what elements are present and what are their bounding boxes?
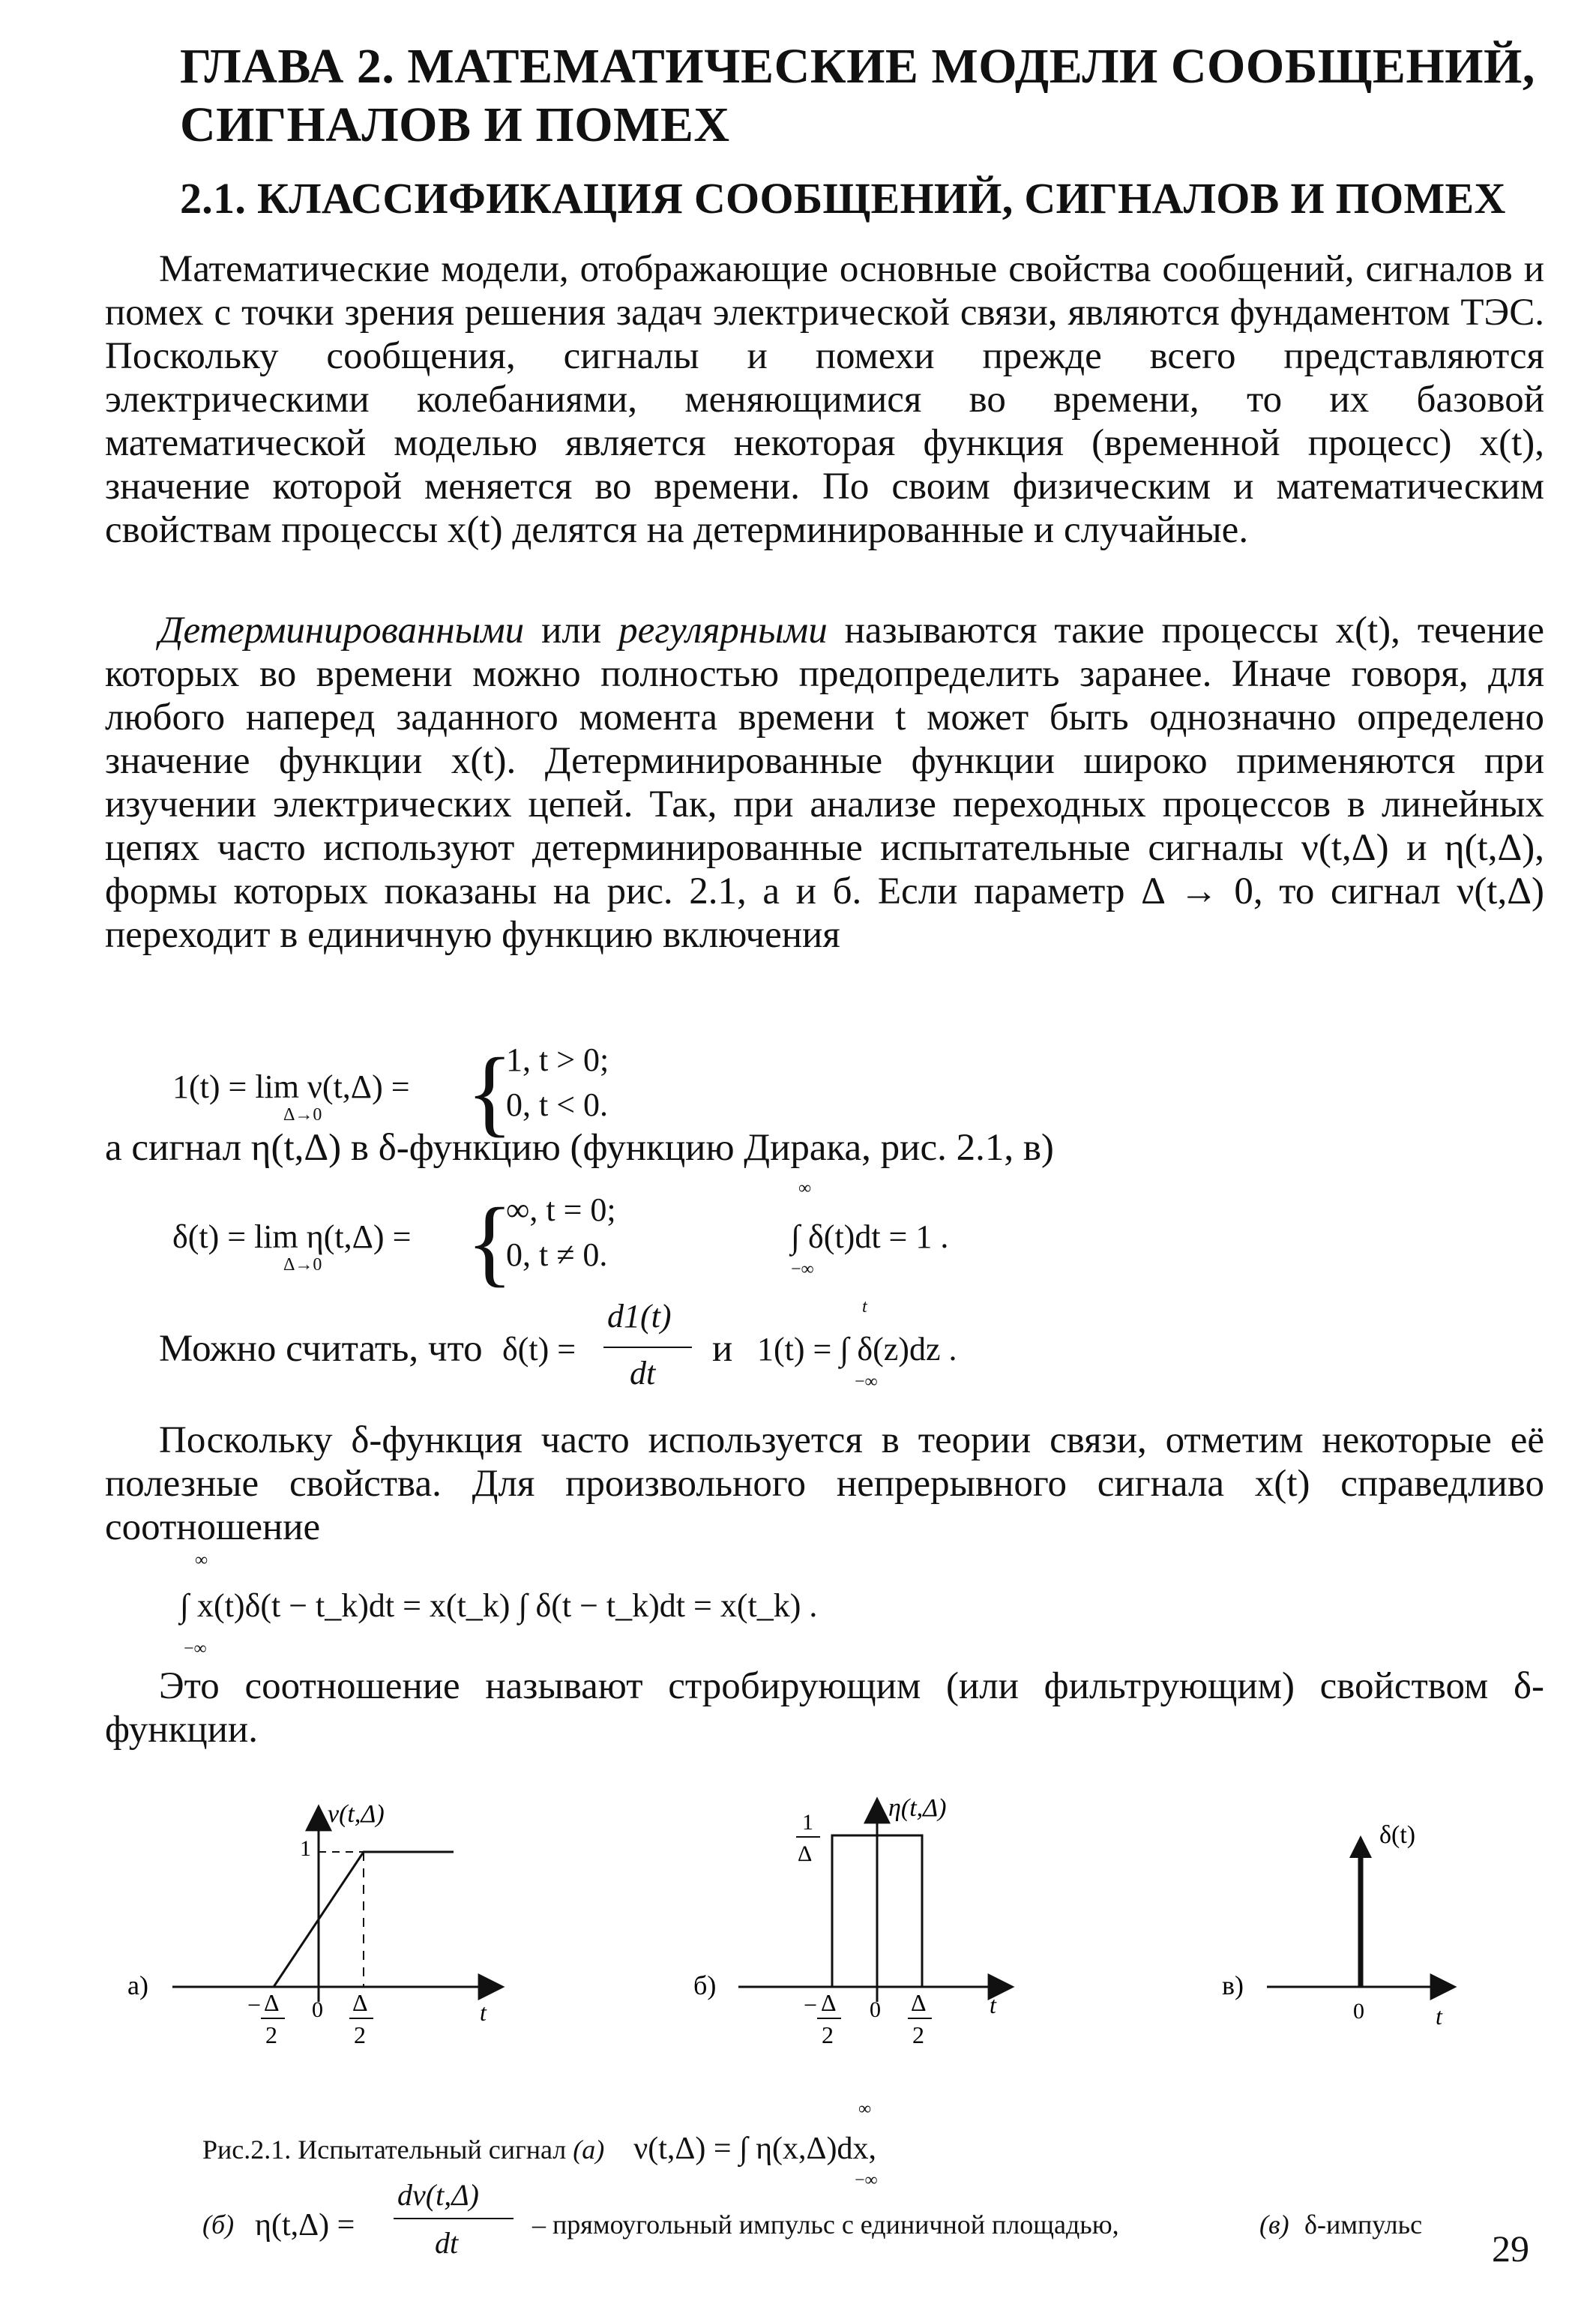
brace: { (466, 1188, 514, 1296)
case-negative: 0, t < 0. (506, 1086, 609, 1123)
caption-fraction-num: dν(t,Δ) (397, 2178, 479, 2212)
formula-lhs: δ(t) = lim η(t,Δ) = (172, 1218, 412, 1255)
tick-den: 2 (354, 2021, 366, 2048)
y-axis-label: δ(t) (1379, 1821, 1416, 1849)
paragraph-text: Поскольку δ-функция часто используется в теории связи, отметим некоторые её полезные свойства. Для произвольного непрерывного сигнала x(t) справедливо соотношение (105, 1419, 1544, 1548)
integral-upper-limit: ∞ (195, 1550, 208, 1570)
page-number: 29 (1492, 2228, 1529, 2270)
section-title: 2.1. КЛАССИФИКАЦИЯ СООБЩЕНИЙ, СИГНАЛОВ И ПОМЕХ (180, 174, 1506, 223)
tick-den: 2 (822, 2021, 834, 2048)
tick-sign: − (804, 1991, 818, 2018)
integral-lower-limit: −∞ (184, 1639, 207, 1658)
formula-lhs: δ(t) = (502, 1331, 576, 1368)
impulse-arrowhead (1349, 1835, 1372, 1858)
sifting-property: ∫ x(t)δ(t − t_k)dt = x(t_k) ∫ δ(t − t_k)dt = x(t_k) . (180, 1587, 818, 1624)
paragraph-text: называются такие процессы x(t), течение которых во времени можно полностью предопределить заранее. Иначе говоря, для любого наперед заданного момента времени t может быть однозначно определено значение функции x(t). Детерминированные функции широко применяются при изучении электрических цепей. Так, при анализе переходных процессов в линейных цепях часто используют детерминированные испытательные сигналы ν(t,Δ) и η(t,Δ), формы которых показаны на рис. 2.1, а и б. Если параметр Δ → 0, то сигнал ν(t,Δ) переходит в единичную функцию включения (105, 610, 1544, 956)
axis-t-label: t (990, 1991, 996, 2018)
conjunction: или (524, 610, 619, 652)
caption-marker-a: (а) (573, 2135, 605, 2165)
paragraph-properties (105, 1419, 1544, 1549)
caption-end: δ-импульс (1304, 2210, 1423, 2240)
axis-t-label: t (1436, 2003, 1442, 2030)
tick-num: Δ (911, 1989, 927, 2016)
case-zero: ∞, t = 0; (506, 1191, 616, 1228)
caption-formula-a: ν(t,Δ) = ∫ η(x,Δ)dx, (633, 2132, 877, 2166)
panel-b-pulse (693, 1794, 1012, 2048)
formula-limit-subscript: Δ→0 (283, 1255, 322, 1275)
case-positive: 1, t > 0; (506, 1041, 609, 1078)
figure-caption-line1 (202, 2131, 876, 2167)
term-regular: регулярными (618, 610, 828, 652)
fraction-bar (603, 1347, 692, 1348)
lead-text: Можно считать, что (159, 1328, 483, 1370)
caption-marker-c: (в) (1259, 2210, 1289, 2240)
panel-label-a: а) (127, 1970, 148, 2000)
paragraph-text: Это соотношение называют стробирующим (или фильтрующим) свойством δ-функции. (105, 1665, 1544, 1751)
fraction-numerator: d1(t) (607, 1298, 672, 1335)
tick-num: Δ (821, 1989, 837, 2016)
height-num: 1 (802, 1810, 813, 1835)
figure-2-1 (0, 1777, 1596, 2129)
caption-integral-lower: −∞ (855, 2171, 878, 2190)
tick-num: Δ (352, 1989, 368, 2016)
integral-normalization: ∫ δ(t)dt = 1 . (791, 1218, 949, 1255)
paragraph-text: а сигнал η(t,Δ) в δ-функцию (функцию Дирака, рис. 2.1, в) (105, 1127, 1054, 1169)
tick-num: Δ (264, 1989, 280, 2016)
tick-zero: 0 (1353, 1999, 1364, 2024)
formula-lhs: 1(t) = lim ν(t,Δ) = (172, 1068, 410, 1105)
caption-description: – прямоугольный импульс с единичной площадью, (532, 2210, 1119, 2240)
panel-a-ramp (127, 1800, 502, 2048)
y-axis-label: η(t,Δ) (888, 1794, 947, 1822)
tick-den: 2 (265, 2021, 277, 2048)
integral-upper-limit: ∞ (798, 1179, 812, 1198)
caption-fraction-bar (394, 2218, 514, 2219)
brace: { (466, 1038, 514, 1146)
axis-t-label: t (480, 1999, 487, 2026)
panel-label-c: в) (1222, 1970, 1244, 2000)
paragraph-text: Математические модели, отображающие основные свойства сообщений, сигналов и помех с точки зрения решения задач электрической связи, являются фундаментом ТЭС. Поскольку сообщения, сигналы и помехи прежде всего представляются электрическими колебаниями, меняющимися во времени, то их базовой математической моделью является некоторая функция (временной процесс) x(t), значение которой меняется во времени. По своим физическим и математическим свойствам процессы x(t) делятся на детерминированные и случайные. (105, 248, 1544, 551)
figure-caption-line2 (202, 2178, 1492, 2264)
caption-fraction-den: dt (435, 2226, 459, 2260)
case-nonzero: 0, t ≠ 0. (506, 1236, 608, 1273)
formula-limit-subscript: Δ→0 (283, 1105, 322, 1125)
caption-integral-upper: ∞ (858, 2099, 872, 2119)
caption-marker-b: (б) (202, 2210, 235, 2240)
term-deterministic: Детерминированными (159, 610, 525, 652)
y-axis-label: ν(t,Δ) (328, 1800, 385, 1828)
caption-formula-lhs: η(t,Δ) = (255, 2208, 355, 2243)
integral-lower-limit: −∞ (855, 1372, 878, 1392)
panel-c-impulse (1222, 1821, 1454, 2030)
panel-label-b: б) (693, 1970, 717, 2000)
paragraph-sifting-name (105, 1664, 1544, 1751)
tick-zero: 0 (870, 1997, 881, 2022)
tick-sign: − (247, 1991, 262, 2018)
integral-upper-limit: t (862, 1297, 867, 1317)
paragraph-intro (105, 247, 1544, 552)
conjunction: и (712, 1328, 733, 1370)
caption-lead: Рис.2.1. Испытательный сигнал (202, 2135, 567, 2165)
fraction-denominator: dt (630, 1355, 656, 1392)
tick-zero: 0 (312, 1997, 323, 2022)
level-one-label: 1 (300, 1836, 311, 1861)
formula-rhs: 1(t) = ∫ δ(z)dz . (757, 1331, 957, 1368)
height-den: Δ (798, 1841, 813, 1866)
integral-lower-limit: −∞ (791, 1260, 814, 1279)
chapter-title: ГЛАВА 2. МАТЕМАТИЧЕСКИЕ МОДЕЛИ СООБЩЕНИЙ, СИГНАЛОВ И ПОМЕХ (180, 39, 1535, 152)
tick-den: 2 (912, 2021, 924, 2048)
paragraph-deterministic (105, 609, 1544, 957)
paragraph-dirac (105, 1126, 1544, 1170)
derivative-relation (105, 1297, 1544, 1395)
